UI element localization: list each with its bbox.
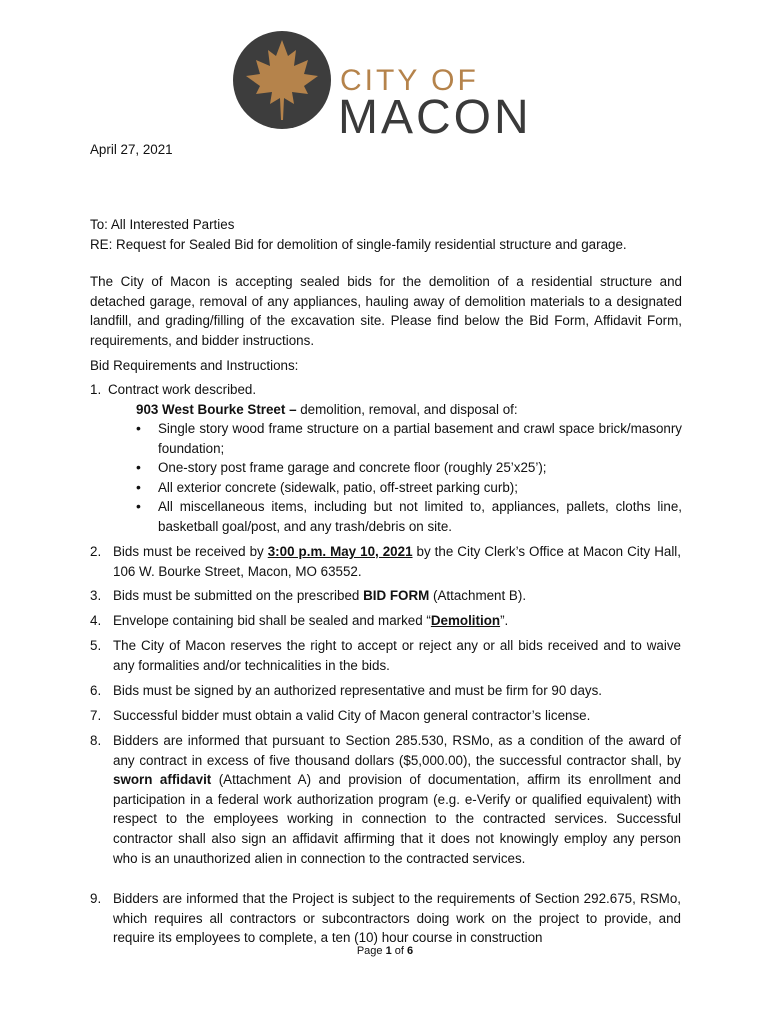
letter-intro-paragraph: The City of Macon is accepting sealed bids for the demolition of a residential structure and detached garage, removal of any appliances, hauling away of demolition materials to a designated landfill, and grading/filling of the excavation site. Please find below the Bid Form, Affidavit Form, requirements, and bidder instructions. (90, 274, 682, 348)
list-item: • Single story wood frame structure on a partial basement and crawl space brick/masonry foundation; (134, 419, 682, 458)
item-text: Envelope containing bid shall be sealed and marked “Demolition”. (113, 613, 509, 628)
item-number: 4. (90, 613, 102, 628)
item-text: Bids must be signed by an authorized representative and must be firm for 90 days. (113, 683, 603, 698)
list-item: • All miscellaneous items, including but not limited to, appliances, pallets, cloths line, basketball goal/post, and any trash/debris on site. (134, 497, 682, 536)
maple-leaf-logo-icon (232, 30, 332, 130)
city-logo (232, 30, 552, 144)
list-item-1 (90, 380, 682, 538)
item-text: Successful bidder must obtain a valid City of Macon general contractor’s license. (113, 708, 591, 723)
item-text: Bids must be received by 3:00 p.m. May 10, 2021 by the City Clerk’s Office at Macon City Hall, 106 W. Bourke Street, Macon, MO 63552. (113, 544, 681, 579)
item-number: 3. (90, 588, 102, 603)
item-number: 6. (90, 683, 102, 698)
list-item: • One-story post frame garage and concrete floor (roughly 25’x25’); (134, 458, 682, 478)
letter-re-line: RE: Request for Sealed Bid for demolition of single-family residential structure and garage. (90, 237, 627, 252)
item-label: Contract work described. (108, 382, 257, 397)
item-text: The City of Macon reserves the right to accept or reject any or all bids received and to waive any formalities and/or technicalities in the bids. (113, 638, 681, 673)
item-number: 1. (90, 382, 102, 397)
requirements-heading: Bid Requirements and Instructions: (90, 358, 299, 373)
item-number: 9. (90, 891, 102, 906)
item-number: 7. (90, 708, 102, 723)
page-footer: Page 1 of 6 (356, 945, 414, 957)
item-number: 8. (90, 733, 102, 748)
work-address: 903 West Bourke Street – demolition, removal, and disposal of: (136, 401, 518, 417)
letter-date: April 27, 2021 (90, 142, 173, 157)
item-text: Bidders are informed that the Project is subject to the requirements of Section 292.675, RSMo, which requires all contractors or subcontractors doing work on the project to provide, and require its employees to complete, a ten (10) hour course in construction (113, 891, 681, 946)
item-number: 2. (90, 544, 102, 559)
item-number: 5. (90, 638, 102, 653)
logo-city-of-text: CITY OF (340, 64, 479, 97)
logo-macon-text: MACON (338, 91, 532, 144)
work-bullet-list (134, 419, 682, 537)
letter-to-line: To: All Interested Parties (90, 217, 235, 232)
item-text: Bidders are informed that pursuant to Section 285.530, RSMo, as a condition of the award of any contract in excess of five thousand dollars ($5,000.00), the successful contractor shall, by sworn affidavit (Attachment A) and provision of documentation, affirm its enrollment and participation in a federal work authorization program (e.g. e-Verify or qualified equivalent) with respect to the employees working in connection to the contracted services. Successful contractor shall also sign an affidavit affirming that it does not knowingly employ any person who is an unauthorized alien in connection to the contracted services. (113, 733, 681, 866)
item-text: Bids must be submitted on the prescribed BID FORM (Attachment B). (113, 588, 527, 603)
list-item: • All exterior concrete (sidewalk, patio, off-street parking curb); (134, 478, 682, 498)
bid-deadline: 3:00 p.m. May 10, 2021 (267, 544, 413, 559)
